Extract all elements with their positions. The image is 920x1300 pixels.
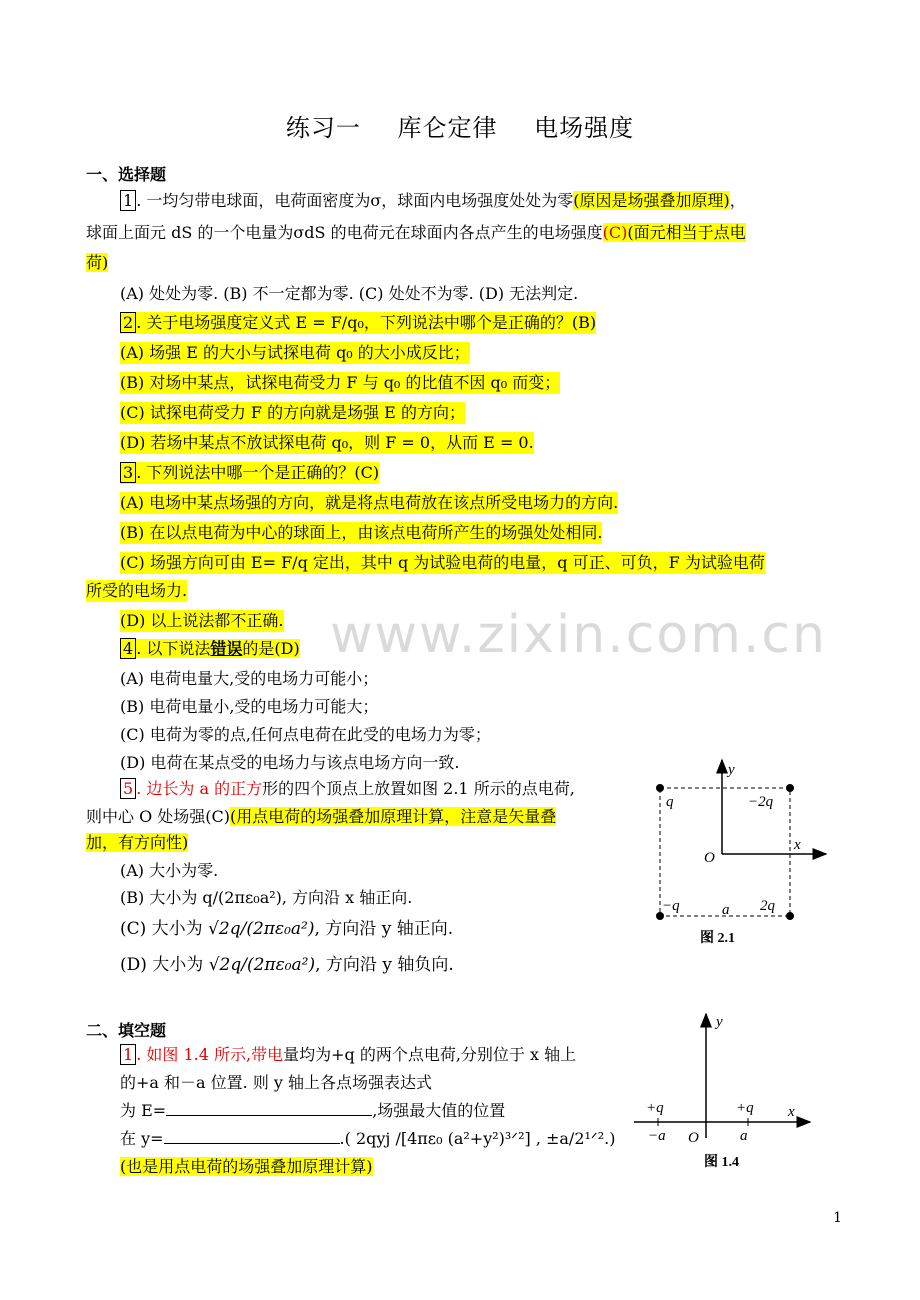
q5-stem-rest: 形的四个顶点上放置如图 2.1 所示的点电荷, [262,779,575,798]
charge-dot-tr [786,784,794,792]
q1-options: (A) 处处为零. (B) 不一定都为零. (C) 处处不为零. (D) 无法判定. [120,284,579,303]
q5-option-c [120,918,453,940]
q3-option-c-cont: 所受的电场力. [86,581,188,600]
fig21-charge-br: 2q [760,898,775,914]
f1-e-label: 为 E= [120,1101,167,1120]
q4-stem-underlined: 错误 [210,639,243,658]
fig21-origin-label: O [704,850,715,866]
f1-blank-y [164,1129,340,1144]
q2-option-c: (C) 试探电荷受力 F 的方向就是场强 E 的方向； [120,403,465,422]
q5-option-a: (A) 大小为零. [120,861,219,880]
f1-text-red: . 如图 1.4 所示,带电 [136,1045,284,1064]
f1-highlight: (也是用点电荷的场强叠加原理计算) [120,1157,373,1176]
fig14-charge-right: +q [736,1100,754,1116]
figure-2-1 [640,752,840,952]
q4-stem-a: . 以下说法 [136,639,211,658]
f1-y-label: 在 y= [120,1129,164,1148]
q5-d-pre: (D) 大小为 [120,955,204,975]
f1-line3 [120,1100,505,1122]
q5-line2 [86,806,556,828]
q4-option-a: (A) 电荷电量大,受的电场力可能小； [120,669,379,688]
f1-line1 [120,1044,576,1066]
fig14-origin-label: O [688,1130,699,1146]
q1-text-a: . 一均匀带电球面，电荷面密度为σ，球面内电场强度处处为零 [136,191,574,210]
q1-number: 1 [120,190,136,211]
fig21-side-label: a [722,902,730,918]
title-part2: 库仑定律 [397,114,498,142]
q1-highlight-3: 荷) [86,253,109,272]
q5-highlight-1: (用点电荷的场强叠加原理计算，注意是矢量叠 [230,807,557,826]
q5-d-expression: √2q/(2πε₀a²) [208,955,316,975]
q5-c-expression: √2q/(2πε₀a²) [208,919,315,939]
q5-text: 则中心 O 处场强(C) [86,807,231,826]
q3-option-a: (A) 电场中某点场强的方向，就是将点电荷放在该点所受电场力的方向. [120,493,619,512]
f1-answer: .( 2qyj /[4πε₀ (a²+y²)³ᐟ²] , ±a/2¹ᐟ².) [339,1129,616,1148]
charge-dot-br [786,912,794,920]
fig21-x-label: x [794,837,801,853]
q4-stem [120,638,300,660]
fig21-y-label: y [728,762,735,778]
fig21-charge-tr: −2q [748,794,774,810]
q3-option-b: (B) 在以点电荷为中心的球面上，由该点电荷所产生的场强处处相同. [120,523,603,542]
q2-option-a: (A) 场强 E 的大小与试探电荷 q₀ 的大小成反比； [120,343,470,362]
title-part3: 电场强度 [534,114,635,142]
q1-highlight-2: (面元相当于点电 [627,223,746,242]
f1-max-label: ,场强最大值的位置 [372,1101,506,1120]
fig14-y-label: y [716,1014,723,1030]
f1-line2: 的+a 和－a 位置. 则 y 轴上各点场强表达式 [120,1073,433,1092]
q5-highlight-2: 加，有方向性) [86,833,189,852]
fig14-caption: 图 1.4 [704,1155,739,1170]
section-heading-choice: 一、选择题 [86,165,167,184]
q1-line2 [86,222,746,244]
q2-number: 2 [120,312,136,333]
fig21-charge-tl: q [666,794,674,810]
q1-answer: (C) [602,223,628,242]
f1-text-rest: 量均为+q 的两个点电荷,分别位于 x 轴上 [283,1045,577,1064]
fig14-x-label: x [788,1104,795,1120]
q1-text-b: ， [729,191,746,210]
q4-number: 4 [120,638,136,659]
fig14-pos-left: −a [648,1128,666,1144]
charge-dot-tl [656,784,664,792]
f1-line5 [120,1156,373,1178]
f1-blank-e [166,1101,372,1116]
q2-option-d: (D) 若场中某点不放试探电荷 q₀，则 F = 0，从而 E = 0. [120,433,534,452]
f1-line4 [120,1128,615,1150]
q4-option-c: (C) 电荷为零的点,任何点电荷在此受的电场力为零； [120,725,491,744]
q4-stem-b: 的是(D) [242,639,300,658]
q5-stem [120,778,575,800]
q5-stem-red: . 边长为 a 的正方 [136,779,263,798]
q5-line3 [86,832,188,854]
q3-number: 3 [120,462,136,483]
q1-line1 [120,190,746,212]
q3-stem-text: . 下列说法中哪一个是正确的？(C) [136,463,380,482]
q2-stem [120,312,596,334]
q3-option-c: (C) 场强方向可由 E= F/q 定出，其中 q 为试验电荷的电量，q 可正、可负，F 为试验电荷 [120,553,765,572]
q1-text-c: 球面上面元 dS 的一个电量为σdS 的电荷元在球面内各点产生的电场强度 [86,223,603,242]
f1-number: 1 [120,1044,136,1065]
q5-option-d [120,954,454,976]
q2-stem-text: . 关于电场强度定义式 E = F/q₀，下列说法中哪个是正确的？(B) [136,313,597,332]
q4-option-d: (D) 电荷在某点受的电场力与该点电场方向一致. [120,753,460,772]
q5-c-pre: (C) 大小为 [120,919,203,939]
q1-highlight-1: (原因是场强叠加原理) [573,191,730,210]
fig14-pos-right: a [740,1128,748,1144]
q4-option-b: (B) 电荷电量小,受的电场力可能大； [120,697,379,716]
page-title [0,108,920,143]
figure-1-4 [626,1008,826,1178]
q1-line3 [86,252,108,274]
page-number: 1 [833,1210,842,1226]
q5-number: 5 [120,778,136,799]
q3-option-d: (D) 以上说法都不正确. [120,611,284,630]
q3-stem [120,462,379,484]
q2-option-b: (B) 对场中某点，试探电荷受力 F 与 q₀ 的比值不因 q₀ 而变； [120,373,561,392]
q5-c-post: , 方向沿 y 轴正向. [314,919,454,939]
watermark: www.zixin.com.cn [330,605,827,665]
section-heading-fill: 二、填空题 [86,1021,167,1040]
q5-d-post: , 方向沿 y 轴负向. [315,955,454,975]
fig21-charge-bl: −q [662,898,680,914]
fig14-charge-left: +q [646,1100,664,1116]
fig21-caption: 图 2.1 [700,931,735,946]
q5-option-b: (B) 大小为 q/(2πε₀a²), 方向沿 x 轴正向. [120,888,413,907]
title-part1: 练习一 [285,114,361,142]
